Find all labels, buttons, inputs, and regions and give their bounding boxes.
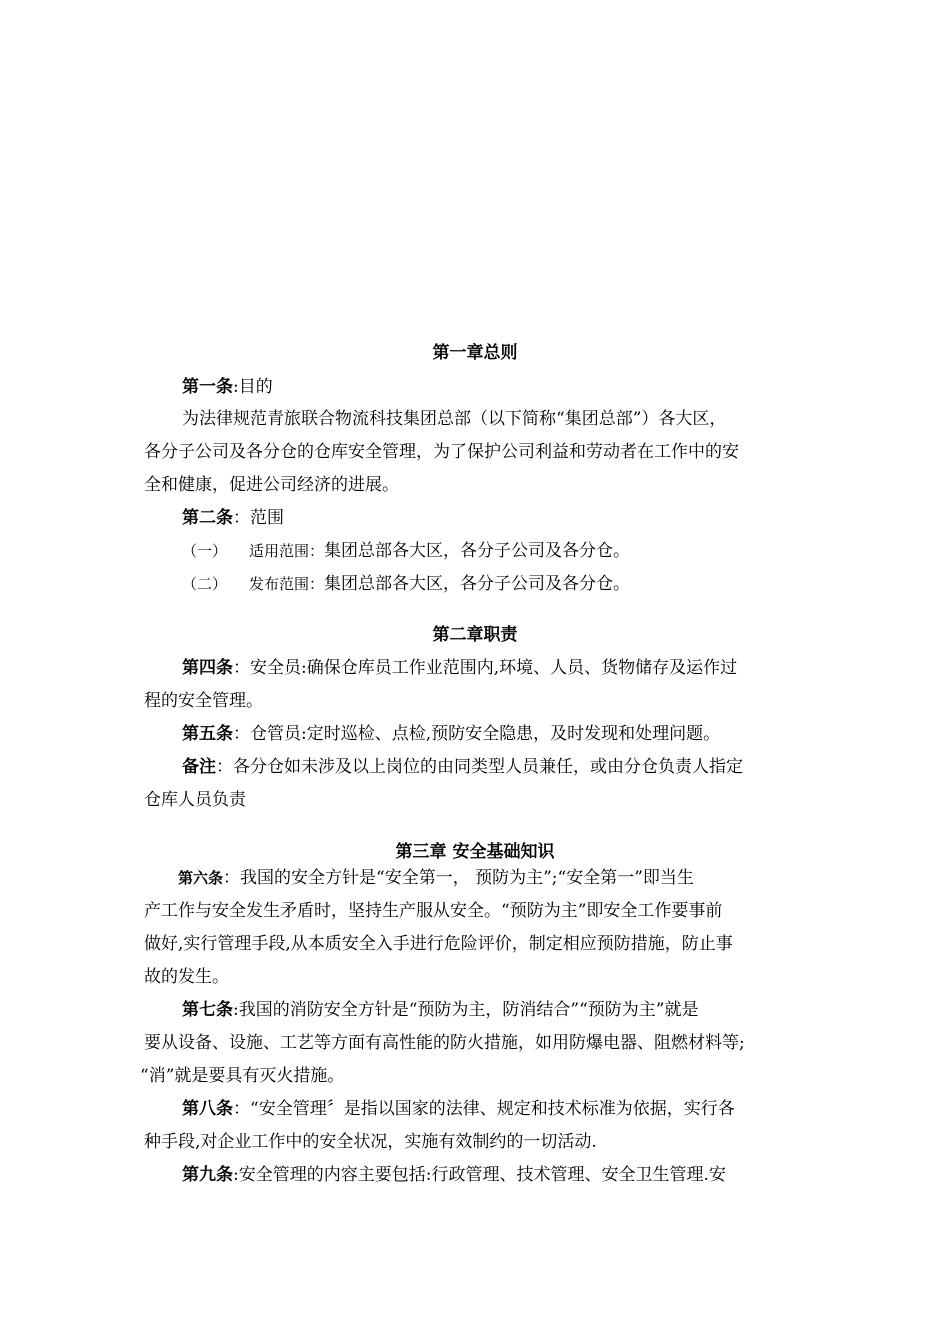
article-1-body-line: 全和健康，促进公司经济的进展。	[144, 475, 399, 495]
scope-item-number: （二）	[182, 575, 228, 593]
article-7-label: 第七条	[182, 1000, 233, 1020]
article-8-text: ：“安全管理〞是指以国家的法律、规定和技术标准为依据，实行各	[233, 1099, 735, 1119]
article-9-label: 第九条	[182, 1165, 233, 1185]
article-2-text: ：范围	[233, 508, 284, 528]
article-4-text: ：安全员:确保仓库员工作业范围内,环境、人员、货物储存及运作过	[233, 658, 738, 678]
article-2-label: 第二条	[182, 508, 233, 528]
article-6-continued: 故的发生。	[144, 967, 229, 987]
chapter-1-title: 第一章总则	[432, 343, 518, 363]
article-4	[182, 657, 737, 679]
scope-item	[182, 573, 630, 595]
scope-item-label: 适用范围：	[249, 542, 325, 560]
article-5-label: 第五条	[182, 724, 233, 744]
article-5	[182, 723, 720, 745]
article-8-continued: 种手段,对企业工作中的安全状况，实施有效制约的一切活动.	[144, 1132, 597, 1152]
article-9-text: :安全管理的内容主要包括:行政管理、技术管理、安全卫生管理.安	[233, 1165, 726, 1185]
note-label: 备注	[182, 757, 216, 777]
article-9	[182, 1164, 726, 1186]
article-1-body-line: 为法律规范青旅联合物流科技集团总部（以下简称“集团总部”）各大区，	[182, 409, 727, 429]
article-4-continued: 程的安全管理。	[144, 691, 263, 711]
article-7-text: :我国的消防安全方针是“预防为主，防消结合”“预防为主”就是	[233, 1000, 699, 1020]
scope-item-number: （一）	[182, 542, 228, 560]
scope-item-text: 集团总部各大区，各分子公司及各分仓。	[324, 574, 631, 594]
article-6-text: ：我国的安全方针是“安全第一， 预防为主”;“安全第一”即当生	[223, 868, 694, 888]
article-5-text: ：仓管员:定时巡检、点检,预防安全隐患，及时发现和处理问题。	[233, 724, 721, 744]
article-6-continued: 做好,实行管理手段,从本质安全入手进行危险评价，制定相应预防措施，防止事	[144, 934, 733, 954]
article-6	[178, 867, 694, 889]
article-1	[182, 376, 273, 398]
article-8-label: 第八条	[182, 1099, 233, 1119]
article-7-continued: “消”就是要具有灭火措施。	[140, 1066, 345, 1086]
article-7-continued: 要从设备、设施、工艺等方面有高性能的防火措施，如用防爆电器、阻燃材料等;	[144, 1033, 745, 1053]
article-7	[182, 999, 699, 1021]
article-6-continued: 产工作与安全发生矛盾时，坚持生产服从安全。“预防为主”即安全工作要事前	[144, 901, 723, 921]
note-text: ：各分仓如未涉及以上岗位的由同类型人员兼任，或由分仓负责人指定	[216, 757, 743, 777]
article-2	[182, 507, 284, 529]
scope-item-label: 发布范围：	[249, 575, 325, 593]
article-1-body-line: 各分子公司及各分仓的仓库安全管理，为了保护公司利益和劳动者在工作中的安	[144, 442, 739, 462]
chapter-2-title: 第二章职责	[432, 625, 518, 645]
article-4-label: 第四条	[182, 658, 233, 678]
scope-item-text: 集团总部各大区，各分子公司及各分仓。	[324, 541, 631, 561]
article-1-label: 第一条	[182, 377, 233, 397]
chapter-3-title: 第三章 安全基础知识	[395, 842, 555, 862]
article-8	[182, 1098, 735, 1120]
article-6-label: 第六条	[178, 869, 224, 887]
scope-item	[182, 540, 630, 562]
note	[182, 756, 743, 778]
note-continued: 仓库人员负责	[144, 790, 246, 810]
article-1-text: :目的	[233, 377, 273, 397]
